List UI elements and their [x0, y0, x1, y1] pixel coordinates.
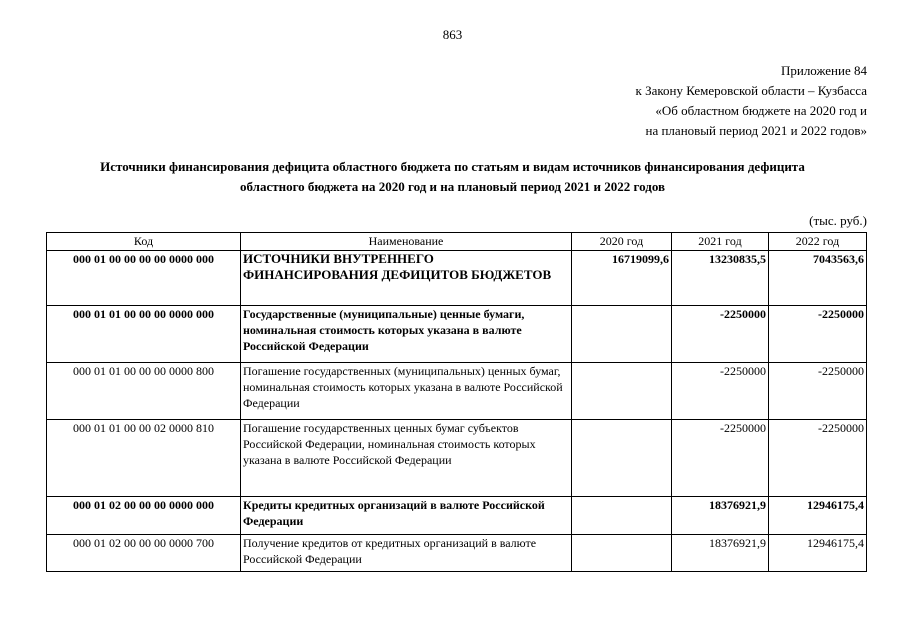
- page-number: 863: [442, 27, 463, 42]
- row-name: Погашение государственных ценных бумаг субъектов Российской Федерации, номинальная стоимость которых указана в валюте Российской Федерации: [241, 420, 572, 497]
- header-2022: 2022 год: [769, 233, 867, 251]
- table-row: [47, 306, 867, 363]
- title-line: областного бюджета на 2020 год и на плановый период 2021 и 2022 годов: [239, 179, 666, 194]
- table-row: [47, 363, 867, 420]
- financing-sources-table: [46, 232, 867, 572]
- row-code: 000 01 02 00 00 00 0000 000: [47, 497, 241, 535]
- row-value-2021: -2250000: [672, 306, 769, 363]
- row-value-2020: [572, 497, 672, 535]
- row-name: Получение кредитов от кредитных организаций в валюте Российской Федерации: [241, 535, 572, 572]
- table-row: [47, 251, 867, 306]
- header-name: Наименование: [241, 233, 572, 251]
- row-value-2021: -2250000: [672, 363, 769, 420]
- row-name: Погашение государственных (муниципальных) ценных бумаг, номинальная стоимость которых указана в валюте Российской Федерации: [241, 363, 572, 420]
- table-header-row: [47, 233, 867, 251]
- row-code: 000 01 01 00 00 00 0000 800: [47, 363, 241, 420]
- row-value-2022: -2250000: [769, 306, 867, 363]
- appendix-line: на плановый период 2021 и 2022 годов»: [645, 123, 867, 138]
- title-line: Источники финансирования дефицита областного бюджета по статьям и видам источников финансирования дефицита: [100, 159, 805, 174]
- row-name: Государственные (муниципальные) ценные бумаги, номинальная стоимость которых указана в валюте Российской Федерации: [241, 306, 572, 363]
- row-value-2020: [572, 363, 672, 420]
- row-value-2021: -2250000: [672, 420, 769, 497]
- row-value-2020: [572, 535, 672, 572]
- row-code: 000 01 01 00 00 02 0000 810: [47, 420, 241, 497]
- row-value-2021: 18376921,9: [672, 535, 769, 572]
- row-value-2022: 12946175,4: [769, 497, 867, 535]
- table-row: [47, 420, 867, 497]
- row-value-2021: 18376921,9: [672, 497, 769, 535]
- row-name: Кредиты кредитных организаций в валюте Российской Федерации: [241, 497, 572, 535]
- row-code: 000 01 01 00 00 00 0000 000: [47, 306, 241, 363]
- row-value-2022: -2250000: [769, 420, 867, 497]
- appendix-line: «Об областном бюджете на 2020 год и: [655, 103, 867, 118]
- table-row: [47, 497, 867, 535]
- header-2021: 2021 год: [672, 233, 769, 251]
- row-value-2021: 13230835,5: [672, 251, 769, 306]
- row-name: ИСТОЧНИКИ ВНУТРЕННЕГО ФИНАНСИРОВАНИЯ ДЕФИЦИТОВ БЮДЖЕТОВ: [241, 251, 572, 306]
- table-row: [47, 535, 867, 572]
- units-label: (тыс. руб.): [809, 213, 867, 228]
- row-value-2020: [572, 306, 672, 363]
- row-value-2022: -2250000: [769, 363, 867, 420]
- appendix-line: к Закону Кемеровской области – Кузбасса: [635, 83, 867, 98]
- document-title: [40, 157, 865, 197]
- row-value-2022: 12946175,4: [769, 535, 867, 572]
- row-value-2020: 16719099,6: [572, 251, 672, 306]
- row-code: 000 01 00 00 00 00 0000 000: [47, 251, 241, 306]
- row-value-2020: [572, 420, 672, 497]
- header-2020: 2020 год: [572, 233, 672, 251]
- appendix-line: Приложение 84: [780, 63, 867, 78]
- appendix-header: [636, 61, 868, 141]
- header-code: Код: [47, 233, 241, 251]
- row-value-2022: 7043563,6: [769, 251, 867, 306]
- row-code: 000 01 02 00 00 00 0000 700: [47, 535, 241, 572]
